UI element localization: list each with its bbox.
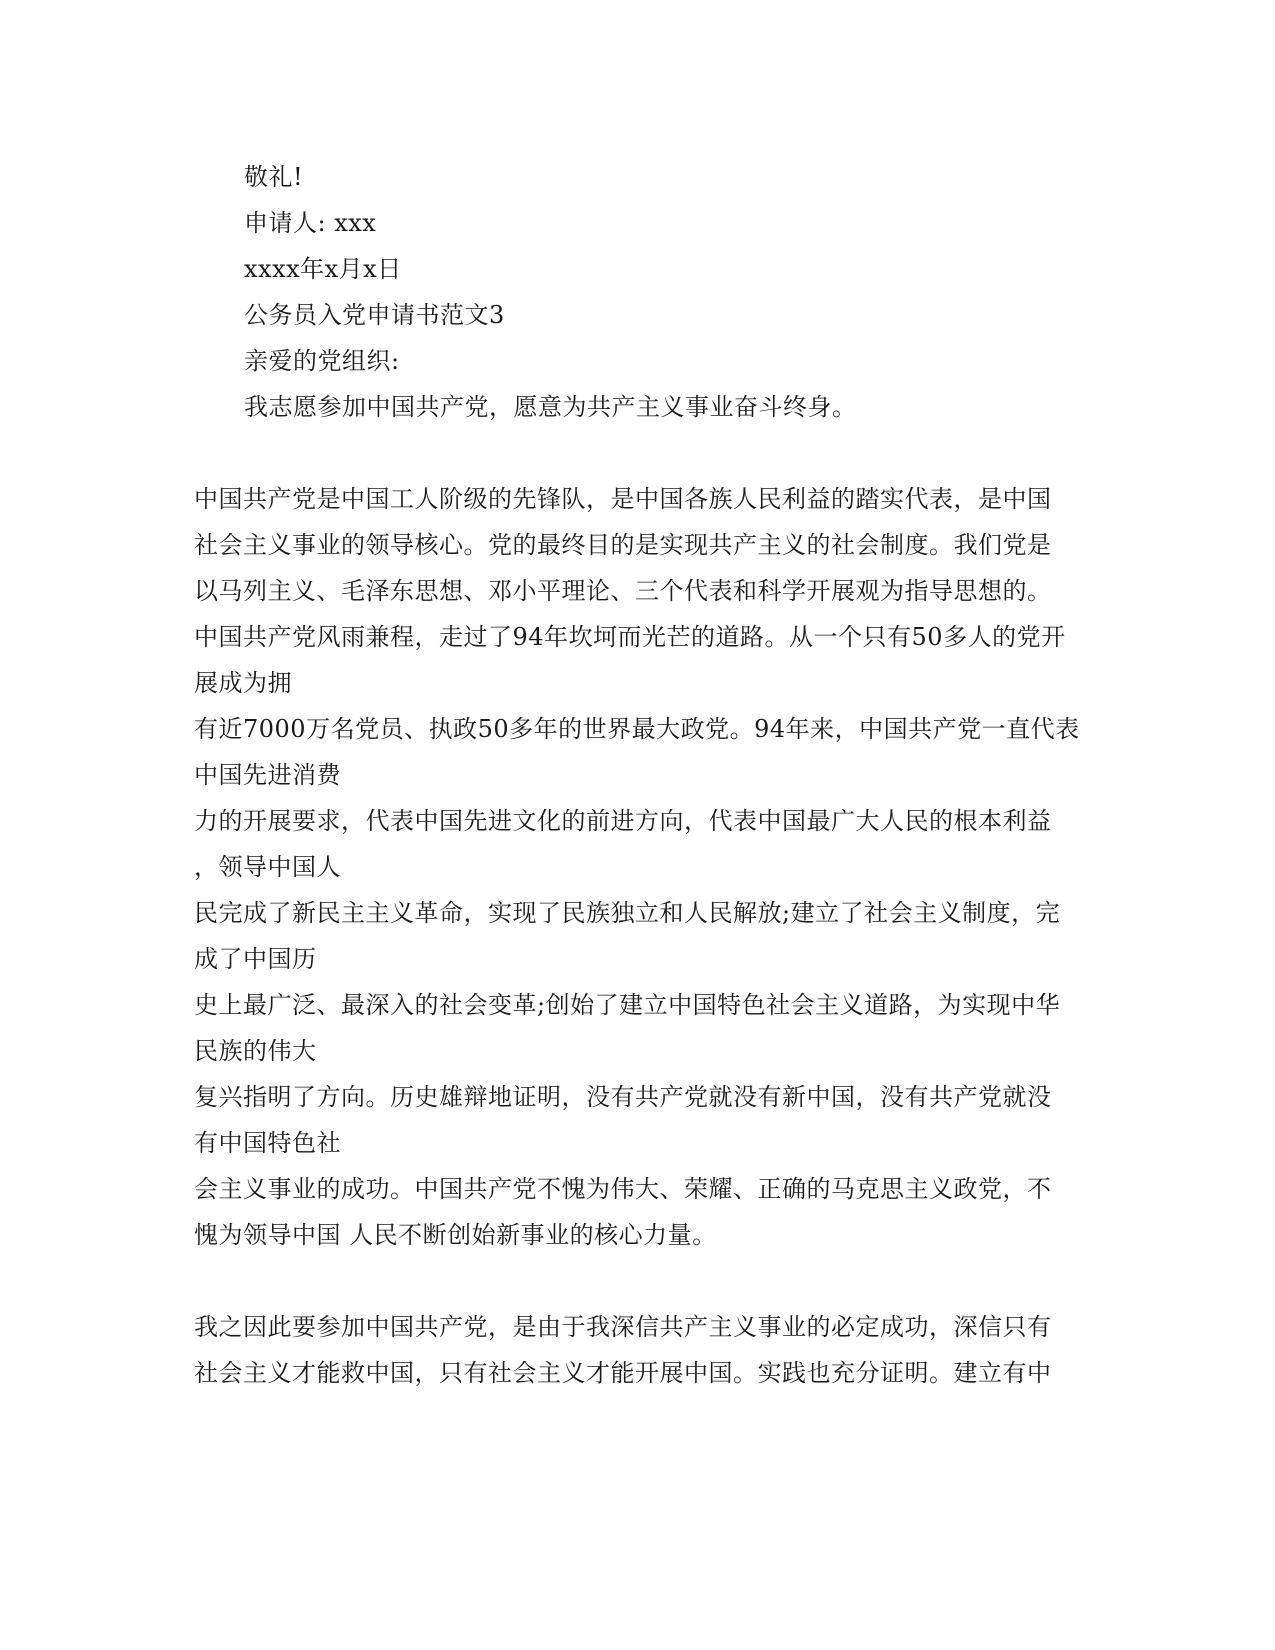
opening-line: 我志愿参加中国共产党，愿意为共产主义事业奋斗终身。 <box>244 393 857 421</box>
closing-salutation: 敬礼! <box>244 163 304 191</box>
date-line: xxxx年x月x日 <box>244 255 402 283</box>
paragraph-line: ，领导中国人 <box>194 853 341 881</box>
paragraph-line: 史上最广泛、最深入的社会变革;创始了建立中国特色社会主义道路，为实现中华 <box>194 991 1061 1019</box>
paragraph-line: 中国先进消费 <box>194 761 341 789</box>
paragraph-line: 中国共产党风雨兼程，走过了94年坎坷而光芒的道路。从一个只有50多人的党开 <box>194 623 1066 651</box>
paragraph-line: 以马列主义、毛泽东思想、邓小平理论、三个代表和科学开展观为指导思想的。 <box>194 577 1052 605</box>
paragraph-line: 展成为拥 <box>194 669 292 697</box>
paragraph-line: 力的开展要求，代表中国先进文化的前进方向，代表中国最广大人民的根本利益 <box>194 807 1052 835</box>
paragraph-line: 社会主义才能救中国，只有社会主义才能开展中国。实践也充分证明。建立有中 <box>194 1359 1052 1387</box>
paragraph-line: 会主义事业的成功。中国共产党不愧为伟大、荣耀、正确的马克思主义政党，不 <box>194 1175 1052 1203</box>
paragraph-line: 我之因此要参加中国共产党，是由于我深信共产主义事业的必定成功，深信只有 <box>194 1313 1052 1341</box>
paragraph-line: 社会主义事业的领导核心。党的最终目的是实现共产主义的社会制度。我们党是 <box>194 531 1052 559</box>
paragraph-line: 有近7000万名党员、执政50多年的世界最大政党。94年来，中国共产党一直代表 <box>194 715 1080 743</box>
applicant-line: 申请人: xxx <box>244 209 377 237</box>
section-heading: 公务员入党申请书范文3 <box>244 301 505 329</box>
paragraph-line: 愧为领导中国 人民不断创始新事业的核心力量。 <box>194 1221 717 1249</box>
paragraph-line: 民族的伟大 <box>194 1037 317 1065</box>
paragraph-line: 中国共产党是中国工人阶级的先锋队，是中国各族人民利益的踏实代表，是中国 <box>194 485 1052 513</box>
paragraph-line: 成了中国历 <box>194 945 317 973</box>
paragraph-line: 复兴指明了方向。历史雄辩地证明，没有共产党就没有新中国，没有共产党就没 <box>194 1083 1052 1111</box>
greeting-line: 亲爱的党组织: <box>244 347 400 375</box>
paragraph-line: 有中国特色社 <box>194 1129 341 1157</box>
paragraph-line: 民完成了新民主主义革命，实现了民族独立和人民解放;建立了社会主义制度，完 <box>194 899 1061 927</box>
